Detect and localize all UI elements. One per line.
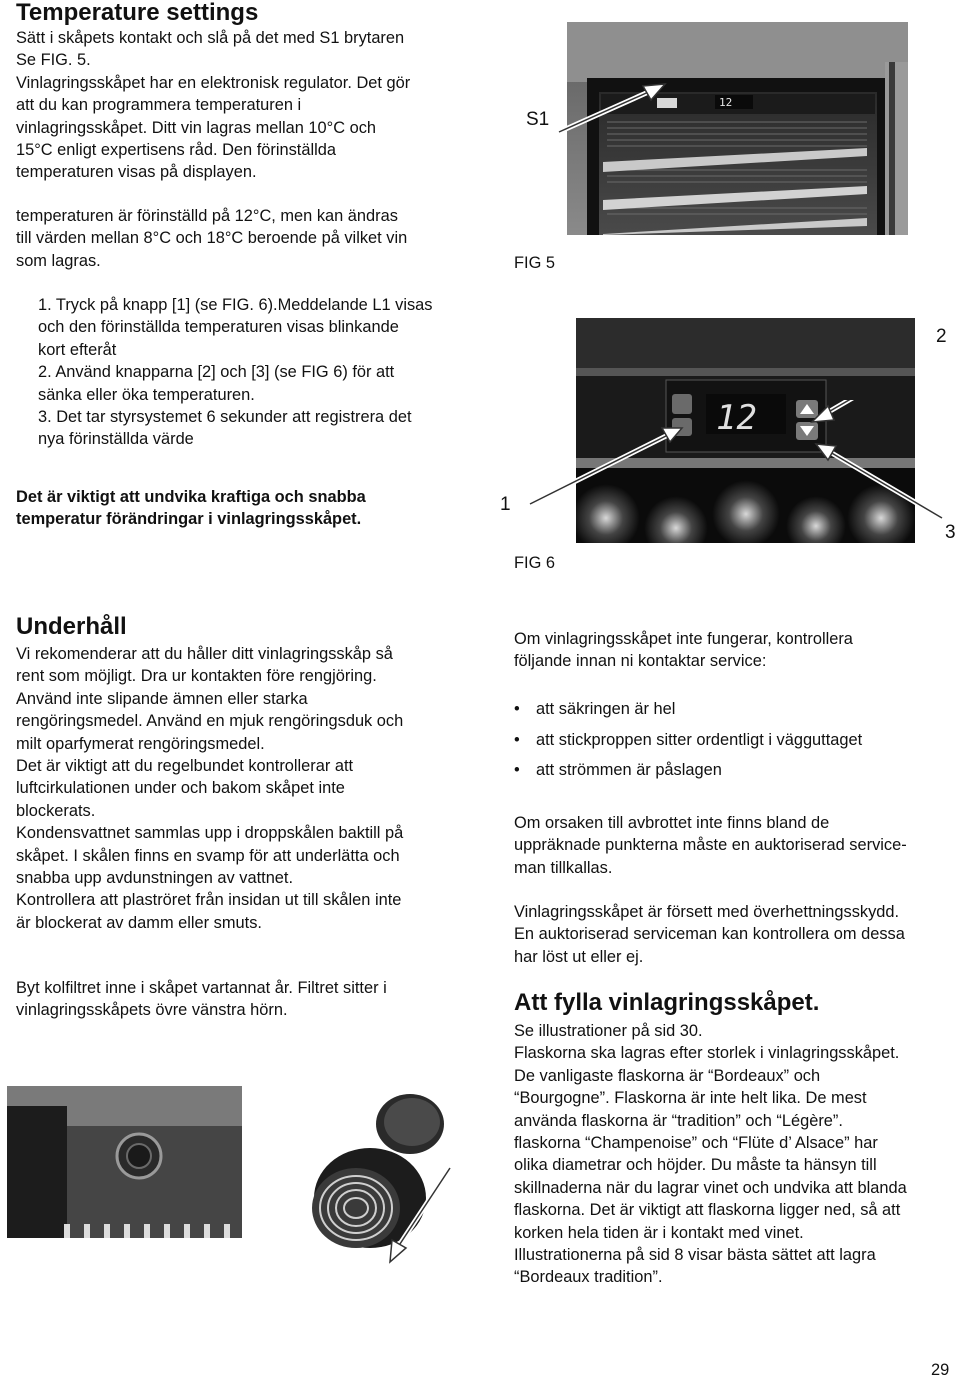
- filling-line: flaskorna “Champenoise” och “Flüte d’ Alsace” har: [514, 1134, 878, 1153]
- service-intro-line: Om vinlagringsskåpet inte fungerar, kontrollera: [514, 630, 853, 648]
- overheat-line: Vinlagringsskåpet är försett med överhettningsskydd.: [514, 903, 900, 921]
- step-line: 1. Tryck på knapp [1] (se FIG. 6).Meddelande L1 visas: [38, 296, 433, 314]
- filling-line: De vanligaste flaskorna är “Bordeaux” och: [514, 1066, 821, 1085]
- filling-text: [514, 1020, 907, 1289]
- service-checklist: [514, 698, 862, 790]
- temperature-intro-line: Vinlagringsskåpet har en elektronisk regulator. Det gör: [16, 73, 411, 92]
- step-line: kort efteråt: [38, 340, 117, 359]
- checklist-item: • att strömmen är påslagen: [514, 759, 862, 790]
- maintenance-line: milt oparfymerat rengöringsmedel.: [16, 734, 265, 753]
- service-intro-line: följande innan ni kontaktar service:: [514, 652, 767, 671]
- fig6-callout-1: 1: [500, 494, 511, 515]
- maintenance-line: Det är viktigt att du regelbundet kontrollerar att: [16, 757, 354, 776]
- maintenance-line: är blockerat av damm eller smuts.: [16, 913, 262, 932]
- temperature-intro: [16, 27, 410, 184]
- filter-part-photo: [290, 1090, 470, 1266]
- temperature-warning: [16, 486, 366, 531]
- warning-line: temperatur förändringar i vinlagringsskåpet.: [16, 510, 362, 529]
- step-3: [16, 406, 432, 451]
- temperature-range-line: till värden mellan 8°C och 18°C beroende på vilket vin: [16, 229, 408, 248]
- temperature-title: Temperature settings: [16, 0, 259, 26]
- step-line: 2. Använd knapparna [2] och [3] (se FIG 6) för att: [38, 363, 395, 382]
- fig5-callout-s1: S1: [526, 109, 550, 130]
- arrow-icon: [555, 80, 675, 140]
- overheat-line: En auktoriserad serviceman kan kontrollera om dessa: [514, 925, 905, 944]
- step-2: [16, 361, 432, 406]
- filling-line: olika diametrar och höjder. Du måste ta hänsyn till: [514, 1156, 877, 1175]
- maintenance-line: blockerats.: [16, 801, 96, 820]
- filter-text: [16, 977, 387, 1022]
- overheat-line: har löst ut eller ej.: [514, 947, 644, 966]
- maintenance-text: [16, 643, 403, 934]
- step-line: 3. Det tar styrsystemet 6 sekunder att registrera det: [38, 408, 412, 427]
- temperature-range-paragraph: [16, 205, 407, 272]
- maintenance-line: Kondensvattnet sammlas upp i droppskålen baktill på: [16, 824, 404, 843]
- filling-line: Se illustrationer på sid 30.: [514, 1022, 703, 1040]
- maintenance-line: Använd inte slipande ämnen eller starka: [16, 689, 308, 708]
- page-number: 29: [931, 1361, 950, 1379]
- maintenance-line: luftcirkulationen under och bakom skåpet inte: [16, 779, 345, 798]
- service-cause-text: [514, 812, 907, 879]
- overheat-text: [514, 901, 905, 968]
- temperature-intro-line: temperaturen visas på displayen.: [16, 163, 257, 182]
- filter-location-photo: [7, 1086, 242, 1238]
- arrow-icon: [816, 444, 836, 460]
- temperature-intro-line: Sätt i skåpets kontakt och slå på det med S1 brytaren: [16, 29, 405, 47]
- fig6-display: 12: [716, 398, 757, 438]
- maintenance-line: skåpet. I skålen finns en svamp för att underlätta och: [16, 846, 400, 865]
- filling-title: Att fylla vinlagringsskåpet.: [514, 989, 820, 1016]
- arrow-icon: [390, 1240, 406, 1262]
- maintenance-line: snabba upp avdunstningen av vattnet.: [16, 869, 294, 888]
- warning-line: Det är viktigt att undvika kraftiga och snabba: [16, 488, 366, 506]
- temperature-steps: [16, 294, 432, 451]
- maintenance-line: rent som möjligt. Dra ur kontakten före rengjöring.: [16, 667, 377, 686]
- temperature-intro-line: vinlagringsskåpet. Ditt vin lagras mellan 10°C och: [16, 118, 377, 137]
- checklist-item: • att säkringen är hel: [514, 698, 862, 729]
- step-line: nya förinställda värde: [38, 430, 194, 449]
- fig6-arrows: [510, 400, 960, 540]
- filling-line: flaskorna. Det är viktigt att flaskorna ligger ned, så att: [514, 1201, 901, 1220]
- service-cause-line: man tillkallas.: [514, 858, 613, 877]
- filling-line: använda flaskorna är “tradition” och “Légère”.: [514, 1111, 843, 1130]
- bullet-icon: •: [514, 700, 520, 718]
- cabinet-corner-illustration: [7, 1086, 242, 1238]
- maintenance-line: Kontrollera att plaströret från insidan ut till skålen inte: [16, 891, 402, 910]
- filling-line: skillnaderna när du lagrar vinet och undvika att blanda: [514, 1178, 907, 1197]
- fig5-display: 12: [719, 96, 733, 109]
- step-1: [16, 294, 432, 361]
- maintenance-title: Underhåll: [16, 613, 127, 640]
- carbon-filter-illustration: [290, 1090, 470, 1266]
- service-cause-line: uppräknade punkterna måste en auktoriserad service-: [514, 836, 907, 855]
- temperature-intro-line: 15°C enligt expertisens råd. Den förinställda: [16, 141, 336, 160]
- temperature-intro-line: att du kan programmera temperaturen i: [16, 96, 302, 115]
- filling-line: “Bordeaux tradition”.: [514, 1268, 663, 1287]
- fig5-label: FIG 5: [514, 254, 555, 272]
- temperature-intro-line: Se FIG. 5.: [16, 51, 91, 70]
- step-line: och den förinställda temperaturen visas blinkande: [38, 318, 399, 337]
- filter-line: Byt kolfiltret inne i skåpet vartannat år. Filtret sitter i: [16, 979, 387, 997]
- service-cause-line: Om orsaken till avbrottet inte finns bland de: [514, 814, 830, 832]
- filter-line: vinlagringsskåpets övre vänstra hörn.: [16, 1001, 288, 1020]
- filling-line: “Bourgogne”. Flaskorna är inte helt lika. De mest: [514, 1089, 867, 1108]
- step-line: sänka eller öka temperaturen.: [38, 385, 255, 404]
- fig6-label: FIG 6: [514, 554, 555, 572]
- fig6-callout-2: 2: [936, 326, 947, 347]
- checklist-item: • att stickproppen sitter ordentligt i vägguttaget: [514, 729, 862, 760]
- filling-line: Illustrationerna på sid 8 visar bästa sättet att lagra: [514, 1246, 876, 1265]
- filling-line: Flaskorna ska lagras efter storlek i vinlagringsskåpet.: [514, 1044, 900, 1063]
- maintenance-line: rengöringsmedel. Använd en mjuk rengöringsduk och: [16, 712, 404, 731]
- fig6-callout-3: 3: [945, 522, 956, 543]
- bullet-icon: •: [514, 761, 520, 779]
- service-intro: [514, 628, 853, 673]
- maintenance-line: Vi rekomenderar att du håller ditt vinlagringsskåp så: [16, 645, 393, 663]
- temperature-range-line: temperaturen är förinställd på 12°C, men kan ändras: [16, 207, 398, 225]
- filling-line: korken hela tiden är i kontakt med vinet.: [514, 1223, 804, 1242]
- bullet-icon: •: [514, 730, 520, 749]
- temperature-range-line: som lagras.: [16, 251, 101, 270]
